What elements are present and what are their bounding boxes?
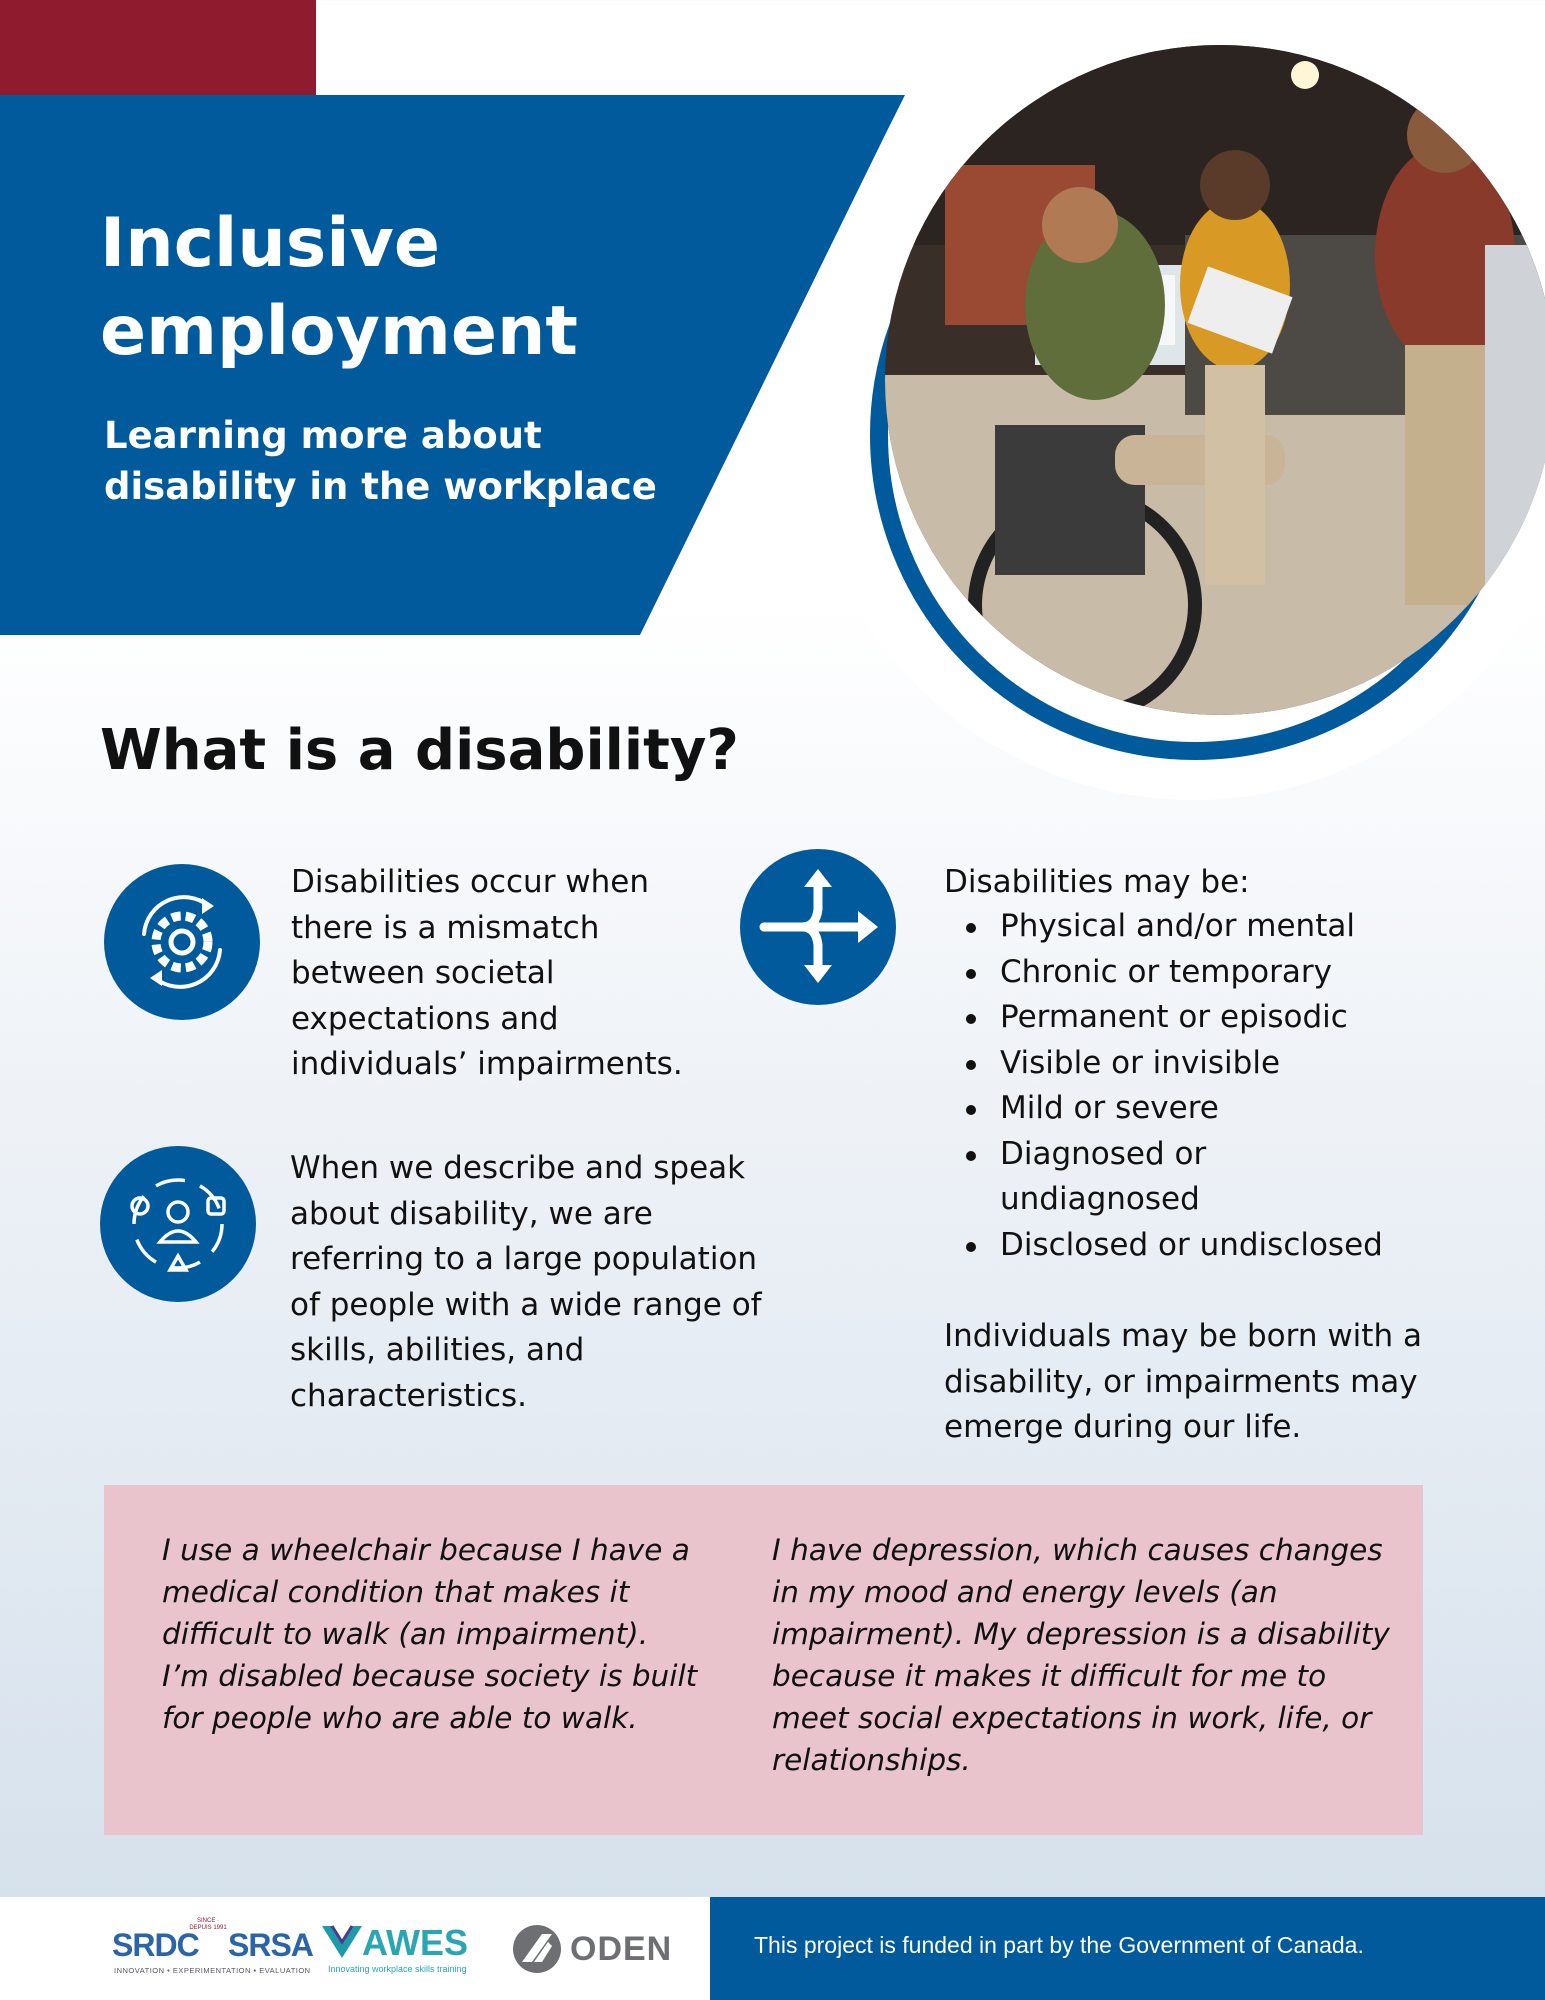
split-arrows-icon [740,849,896,1005]
oden-mark-icon [512,1924,562,1974]
office-photo [885,45,1545,715]
disability-population-text: When we describe and speak about disability, we are referring to a large population of people with a wide range of skills, abilities, and characteristics. [290,1150,762,1414]
funding-notice: This project is funded in part by the Government of Canada. [754,1932,1364,1958]
disability-definition-text: Disabilities occur when there is a mismatch between societal expectations and individuals’ impairments. [291,864,683,1082]
oden-logo: ODEN [570,1930,673,1968]
closing-text: Individuals may be born with a disability, or impairments may emerge during our life. [944,1318,1422,1445]
srdc-badge: SINCE · DEPUIS 1991 [189,1918,227,1931]
list-item: Diagnosed or undiagnosed [1000,1132,1300,1223]
sync-gear-icon [104,864,260,1020]
page-subtitle: Learning more about disability in the workplace [104,414,657,508]
quote-depression: I have depression, which causes changes in my mood and energy levels (an impairment). My depression is a disability because it makes it difficult for me to meet social expectations in work, life, or relationships. [772,1533,1390,1777]
awes-mark-icon [320,1924,364,1960]
diverse-people-icon [100,1146,256,1302]
disability-types-list [944,904,1464,1268]
page-title: Inclusive employment [100,204,578,371]
srsa-logo: SRSA [228,1927,313,1963]
list-item: Physical and/or mental [1000,904,1464,950]
srdc-tagline: INNOVATION • EXPERIMENTATION • EVALUATION [114,1966,311,1975]
awes-tagline: Innovating workplace skills training [328,1964,467,1974]
srdc-logo: SRDC [112,1927,199,1963]
list-title: Disabilities may be: [944,864,1250,900]
awes-logo: AWES [362,1922,469,1963]
list-item: Mild or severe [1000,1086,1464,1132]
list-item: Disclosed or undisclosed [1000,1223,1464,1269]
list-item: Permanent or episodic [1000,995,1464,1041]
list-item: Chronic or temporary [1000,950,1464,996]
quote-wheelchair: I use a wheelchair because I have a medical condition that makes it difficult to walk (an impairment). I’m disabled because society is built for people who are able to walk. [162,1533,698,1735]
list-item: Visible or invisible [1000,1041,1464,1087]
red-accent-tab [0,0,316,98]
section-heading: What is a disability? [100,718,739,783]
